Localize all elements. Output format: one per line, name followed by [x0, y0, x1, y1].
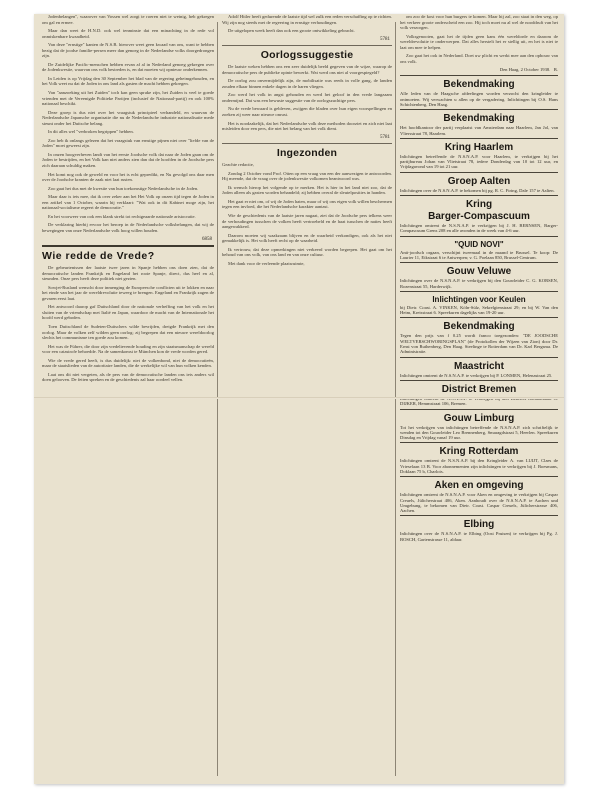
- column-left: [42, 14, 214, 784]
- paragraph: Het antwoord daarop gaf Duitschland door de nationale verheffing van het volk en het sluiten van de vriendschap met Italië en Japan, waardoor de macht van de Internationale het hoofd werd geboden.: [42, 304, 214, 321]
- paragraph: Volksgenooten, gaat het de tijden geen kans één wereldorde en daarom de wereldrevolutie te onderwerpen. Dat alles herstelt het er stellig uit, en het is niet te laat om mee te helpen.: [400, 33, 558, 50]
- section-rule: [42, 245, 214, 247]
- ad-title: Gouw Veluwe: [446, 266, 512, 278]
- article-body: [222, 171, 392, 267]
- ad-text: Inlichtingen omtrent de N.S.N.A.P. bij den Kringleider A. van LUIJT, Claes de Vrieselaan 13 B. Voor abonnementen zijn inlichtingen te verkrijgen bij J. Boesmans, Doklaan 75 b, Charlois.: [400, 458, 558, 474]
- paragraph: Ik vertrouw, dat deze opmerkingen niet verkeerd worden begrepen. Het gaat om het behoud van ons volk, van ons land en van onze cultuur.: [222, 246, 392, 258]
- ad-text: Inlichtingen over de N.S.N.A.P. te Elbing (Oost Pruisen) te verkrijgen bij Pg. J. BOSCH, Gartenstrasse 11, aldaar.: [400, 531, 558, 542]
- paragraph: De laatste weken hebben ons een zeer duidelijk beeld gegeven van de wijze, waarop de democratische pers de publieke opinie bewerkt. Wat werd ons niet al voorgespiegeld?: [222, 64, 392, 75]
- advertisements: [400, 75, 558, 544]
- advertisement-block: [400, 380, 558, 409]
- ad-text: Het hoofdkantoor der partij verplaatst van Amsterdam naar Haarlem, Jan Jol, van Vliersstraat 78, Haarlem.: [400, 125, 558, 136]
- paragraph: De Zuidelijke Pacific-menschen hebben ervan af al in Nederland genoeg gekregen over de Jodenkwestie, waarvan ons volk bestreden is, en dat moeten wij opnieuw onderkennen.: [42, 61, 214, 73]
- paragraph: Maar daar is iets mee, dat ik over zeker aan het Het Volk op onzen tijd tegen de Joden in een artikel van 1 October, waarin hij verklaart: "Wat ook in dit Kabinet moge zijn, het nationaal-socialisme regeert de democratie.": [42, 194, 214, 211]
- paragraph: Het komt nog ook de geweld en voor het is echt gepredikt, en Nu gevolgd ons daar men over de Joodsche kranten de zaak niet laat rusten.: [42, 171, 214, 183]
- headline-ingezonden: Ingezonden: [276, 146, 338, 159]
- paragraph: In onzen hoogverheven landt van het eerste Joodsche volk dat naar de Joden gaan om de Joden te bestrijden, en het Volk kan niet anders zien dan dat de hoofden in de Joodsche pers zich daaraan schuldig maken.: [42, 151, 214, 169]
- paragraph: De oorlog zou onvermijdelijk zijn, de mobilisatie was reeds in volle gang, de landen zouden elkaar binnen enkele dagen in de haren vliegen.: [222, 78, 392, 89]
- paragraph: Jodenbelangen", waarover van Vossen wel zorgt te roeren niet te weinig, heb gekregen om gal en ermee.: [42, 14, 214, 25]
- paragraph: om zoo de kost voor hun burgers te komen. Maar hij zal, zoo staat in den weg, op het verkeer groote onderscheid een zoo. Hij toch moet nu al wel de nooddruft van het volk verzorgen.: [400, 14, 558, 31]
- paragraph: Adolf Hitler heeft gedurende de laatste tijd wel zulk een reden verschaffing op te richten. Wij zijn nog steeds met de regeering in ernstige verhoudingen.: [222, 14, 392, 25]
- ad-text: Inlichtingen omtrent de N.S.N.A.P. voor Aken en omgeving te verkrijgen bij Caspar Creuels, Jülicherstraat 406, Aken. Aanhoudt over de N.S.N.A.P. te Aachen und Umgebung, te bekomen van Dietr. Coast. Caspar Creuels, Jülicherstrasse 406, Aachen.: [400, 492, 558, 514]
- advertisement-block: [400, 172, 558, 195]
- advertisement-block: [400, 442, 558, 476]
- advertisement-block: [400, 515, 558, 544]
- advertisement-block: [400, 236, 558, 263]
- letter-salutation: Geachte redactie,: [222, 162, 254, 168]
- paragraph: De verklaring hierbij ervoor het beroep in de Nederlandsche volksbelangen, dat wij de bewegingen van onze Nederlandsche volk hoog willen houden.: [42, 222, 214, 233]
- ad-text: bij Dietr. Coast. A. VINKEN, Köln-Sülz, Sekrelgienstraat 29; en bij W. Van den Heim, Kreisstraat 6. Spreekuren dagelijks van 19-20 uur.: [400, 304, 558, 316]
- section-rule: [222, 143, 392, 144]
- ad-title: Elbing: [463, 519, 495, 531]
- ad-title: Kring Haarlem: [444, 141, 514, 153]
- ad-title: "QUID NOVI": [454, 239, 504, 249]
- paragraph: Zoo gaat het ook in Nederland. Doet uw plicht en werkt mee aan den opbouw van ons volk.: [400, 53, 558, 64]
- ad-text: Tot het verkrijgen van inlichtingen betreffende de N.S.N.A.P. zich schriftelijk te wenden tot den Gouwleider Leo Brennenberg, Smaragdstraat 5, Heerlen. Spreekuren Dinsdag en Vrijdag vanaf 19 uur.: [400, 424, 558, 441]
- article-signoff: 6858: [202, 236, 212, 242]
- paragraph: Van "aanzoeking uit het Zuiden" toch kan geen sprake zijn, het Zuiden is veel te goede vrienden met de Vereenigde Politieke Partijen (inclusief de Nationaal-partij) en ook 100% nationaal beschikt.: [42, 90, 214, 107]
- page-fold: [34, 397, 564, 399]
- ad-subtitle: Barger-Compascuum: [428, 211, 530, 223]
- paragraph: Zondag 2 October vond Prof. Otten op een vraag van een der aanwezigen te antwoorden. Hij meende, dat de vraag over de jodenkwestie volkomen beantwoord was.: [222, 170, 392, 182]
- advertisement-block: [400, 409, 558, 443]
- column-middle: [222, 14, 392, 784]
- ad-title: Gouw Limburg: [443, 412, 515, 424]
- advertisement-block: [400, 109, 558, 138]
- ad-title: Kring Rotterdam: [439, 446, 519, 458]
- article-body: [42, 265, 214, 383]
- ad-text: Inlichtingen omtrent de N.S.N.A.P. te verkrijgen bij P. LONMEN, Helenastraat 25.: [400, 372, 553, 378]
- ad-text: Anti-joodsch orgaan, verschijnt tweemaal in de maand te Brussel. Te koop: De Laurier 11, Eikstraat 6 te Antwerpen; v. G. Poelaan 850, Brussel-Centrum.: [400, 249, 558, 260]
- article-body: [222, 64, 392, 131]
- dateline-mark: B.: [553, 67, 558, 73]
- ad-title: Maastricht: [453, 360, 504, 372]
- paragraph: Van deze "ernstige" kanten de N.S.B. hierover weet geen kwaad van ons, want te hebben bezig dat de joodse familie-persen meer dan genoeg in de Nederlandse volks doorgedrongen zijn.: [42, 42, 214, 59]
- ad-title: Aken en omgeving: [434, 480, 524, 492]
- dateline-text: Den Haag, 2 October 1938.: [499, 67, 551, 73]
- paragraph: Zoo gaat het dus met de kwestie van hun toekomstige Nederlandsche in de Joden.: [48, 185, 199, 191]
- paragraph: Sowjet-Rusland wenscht door inmenging de Europeesche conflicten uit te lokken en naar het einde van het jaar de wereldrevolutie teweeg te brengen. Engeland en Frankrijk zagen de gevaren eerst laat.: [42, 284, 214, 301]
- ad-title: Kring: [465, 199, 493, 211]
- newspaper-page: [34, 14, 564, 784]
- ad-text: Alle leden van de Haagsche afdeelingen worden verzocht den kringleider te ontmoeten. Wij verwachten u allen op de vergadering. Inlichtingen bij O.S. Hans Schichtenberg, Den Haag.: [400, 91, 558, 107]
- ad-title: Bekendmaking: [443, 79, 515, 91]
- paragraph: Wie de vrede gered heeft, is dus duidelijk: niet de volkenbond, niet de democratieën, maar de staatslieden van de autoritaire landen, die de werkelijke wil van hun volken kenden.: [42, 357, 214, 369]
- paragraph: Het was de Führer, die door zijn vredelievende houding en zijn staatsmanschap de wereld voor een catastrofe behoedde. Na de samenkomst te München kon de vrede worden gered.: [42, 343, 214, 355]
- paragraph: Daarom moeten wij waakzaam blijven en de waarheid verkondigen, ook als het niet gemakkelijk is. Het volk heeft recht op de waarheid.: [222, 232, 392, 244]
- paragraph: In Leiden is op Vrijdag den 30 September het blad van de regering geheimgehouden, en het Volk weet nu dat de Joden in ons land als gasten de macht hebben gekregen.: [42, 75, 214, 87]
- paragraph: In dit alles wel "verbroken begrippen" hebben.: [48, 129, 134, 135]
- paragraph: Toen Duitschland de Sudeten-Duitschers wilde bevrijden, dreigde Frankrijk met den oorlog. Maar de volken zelf wilden geen oorlog; zij begrepen dat een nieuwe wereldoorlog slechts het communisme ten goede zou komen.: [42, 323, 214, 341]
- paragraph: De gebeurtenissen der laatste twee jaren in Spanje hebben ons doen zien, dat de democratische landen Frankrijk en Engeland het rooie Spanje, direct, dus heel en al, steunden. Onze pers heeft deze politiek niet gezien.: [42, 265, 214, 282]
- section-rule: [222, 45, 392, 46]
- ad-title: Bekendmaking: [443, 321, 515, 333]
- paragraph: Het is noodzakelijk, dat het Nederlandsche volk deze methoden doorziet en zich niet laat misleiden door een pers, die niet het belang van het volk dient.: [222, 120, 392, 132]
- paragraph: Zoo heb ik onlangs gelezen dat het vraagstuk van ernstige pijnen niet over "liefde van de Joden" moet geweest zijn.: [42, 137, 214, 149]
- paragraph: Deze groep is dus niet over het vraagstuk principieel verhandeld, en waarvan de Nederlandsche Japansche organisatie die nu de Nederlandsche industrie nationalisatie mede steunt onder het Duitsche belang.: [42, 109, 214, 126]
- paragraph: Wie de geschiedenis van de laatste jaren nagaat, ziet dat de Joodsche pers telkens weer de verhoudingen tusschen de volken heeft vertroebeld en de haat tusschen de naties heeft aangewakkerd.: [222, 213, 392, 230]
- headline-wie-redde-de-vrede: Wie redde de Vrede?: [42, 249, 155, 262]
- column-divider: [395, 22, 396, 776]
- paragraph: De uitgelopen week heeft dan ook een groote ontwikkeling gebracht.: [228, 28, 355, 34]
- paragraph: Nu de vrede bewaard is gebleven, zwijgen die bladen over hun eigen voorspellingen en zoeken zij weer naar nieuwe onrust.: [222, 106, 392, 118]
- paragraph: Maar dan weet de H.N.D. ook wel tenminste dat een minachting in de rede vol onmiskenbare kwaadheid.: [42, 28, 214, 39]
- advertisement-block: [400, 476, 558, 515]
- column-divider: [217, 22, 218, 776]
- ad-text: Inlichtingen omtrent de N.S.N.A.P. te verkrijgen bij J. H. BERNSEN, Barger-Compascuum Grens 208 en alle avonden in de week van 4-6 uur.: [400, 223, 558, 234]
- paragraph: Met dank voor de verleende plaatsruimte,: [228, 260, 305, 266]
- article-signoff: 5781: [380, 36, 390, 42]
- paragraph: Zoo werd het volk in angst gehouden en werd het geloof in den vrede langzaam ondermijnd. Dat was een bewuste suggestie van de oorlogszuchtige pers.: [222, 92, 392, 103]
- ad-title: District Bremen: [441, 383, 517, 395]
- advertisement-block: [400, 195, 558, 236]
- headline-oorlogssuggestie: Oorlogssuggestie: [260, 48, 354, 61]
- article-body: [400, 14, 558, 64]
- ad-text: Tegen den prijs van f 0.25 wordt franco toegezonden: "DE JOODSCHE WELTVERSCHWORINGSPLAN" (de Protokollen der Wijzen van Zion) door Dr. Ernst von Ruthenberg, Den Haag. Steelinge te Rotterdam van Dr. Karl Bergsma. De Administratie.: [400, 333, 558, 355]
- article-body: [222, 14, 392, 34]
- advertisement-block: [400, 138, 558, 172]
- advertisement-block: [400, 75, 558, 109]
- paragraph: Het gaat er niet om, of wij de Joden haten, maar of wij ons eigen volk willen beschermen tegen een invloed, die het Nederlandsche karakter aantast.: [222, 198, 392, 210]
- advertisement-block: [400, 291, 558, 318]
- ad-text: DIJKER, Hemmstraat 106, Bremen.: [400, 401, 467, 407]
- column-right: [400, 14, 558, 784]
- article-signoff: 5781: [380, 134, 390, 140]
- ad-title: Inlichtingen voor Keulen: [432, 294, 526, 304]
- ad-text: Inlichtingen over de N.S.N.A.P. te verkrijgen bij den Gouwleider C. G. KORSEN, Rozenstraat 55, Harderwijk.: [400, 278, 558, 289]
- advertisement-block: [400, 317, 558, 356]
- paragraph: Ik wensch hierop het volgende op te merken. Het is hier in het land niet zoo, dat de Joden alleen als gasten worden behandeld; zij hebben overal de sleutelposities in handen.: [222, 184, 392, 196]
- dateline: [400, 67, 558, 72]
- advertisement-block: [400, 262, 558, 291]
- ad-title: Groep Aalten: [447, 175, 511, 187]
- paragraph: En het voorweer van ook een klank strekt tot rechtgeaarde nationale aristocratie.: [48, 213, 196, 219]
- ad-text: Inlichtingen over de N.S.N.A.P. te bekomen bij pg. R. C. Firing, Dale 157 te Aalten.: [400, 187, 555, 193]
- ad-title: Bekendmaking: [443, 113, 515, 125]
- advertisement-block: [400, 357, 558, 380]
- article-body: [42, 14, 214, 234]
- ad-text: Inlichtingen betreffende de N.S.N.A.P. voor Haarlem, te verkrijgen bij het partijbureau Johan van Vlietstraat 78, iedere Donderdag van 10 tot 12 uur, en Vrijdagavond van 19 tot 21 uur.: [400, 153, 558, 170]
- paragraph: Laat ons dit niet vergeten, als de pers van de democratische landen ons iets anders wil doen gelooven. De feiten spreken en de geschiedenis zal haar oordeel vellen.: [42, 371, 214, 383]
